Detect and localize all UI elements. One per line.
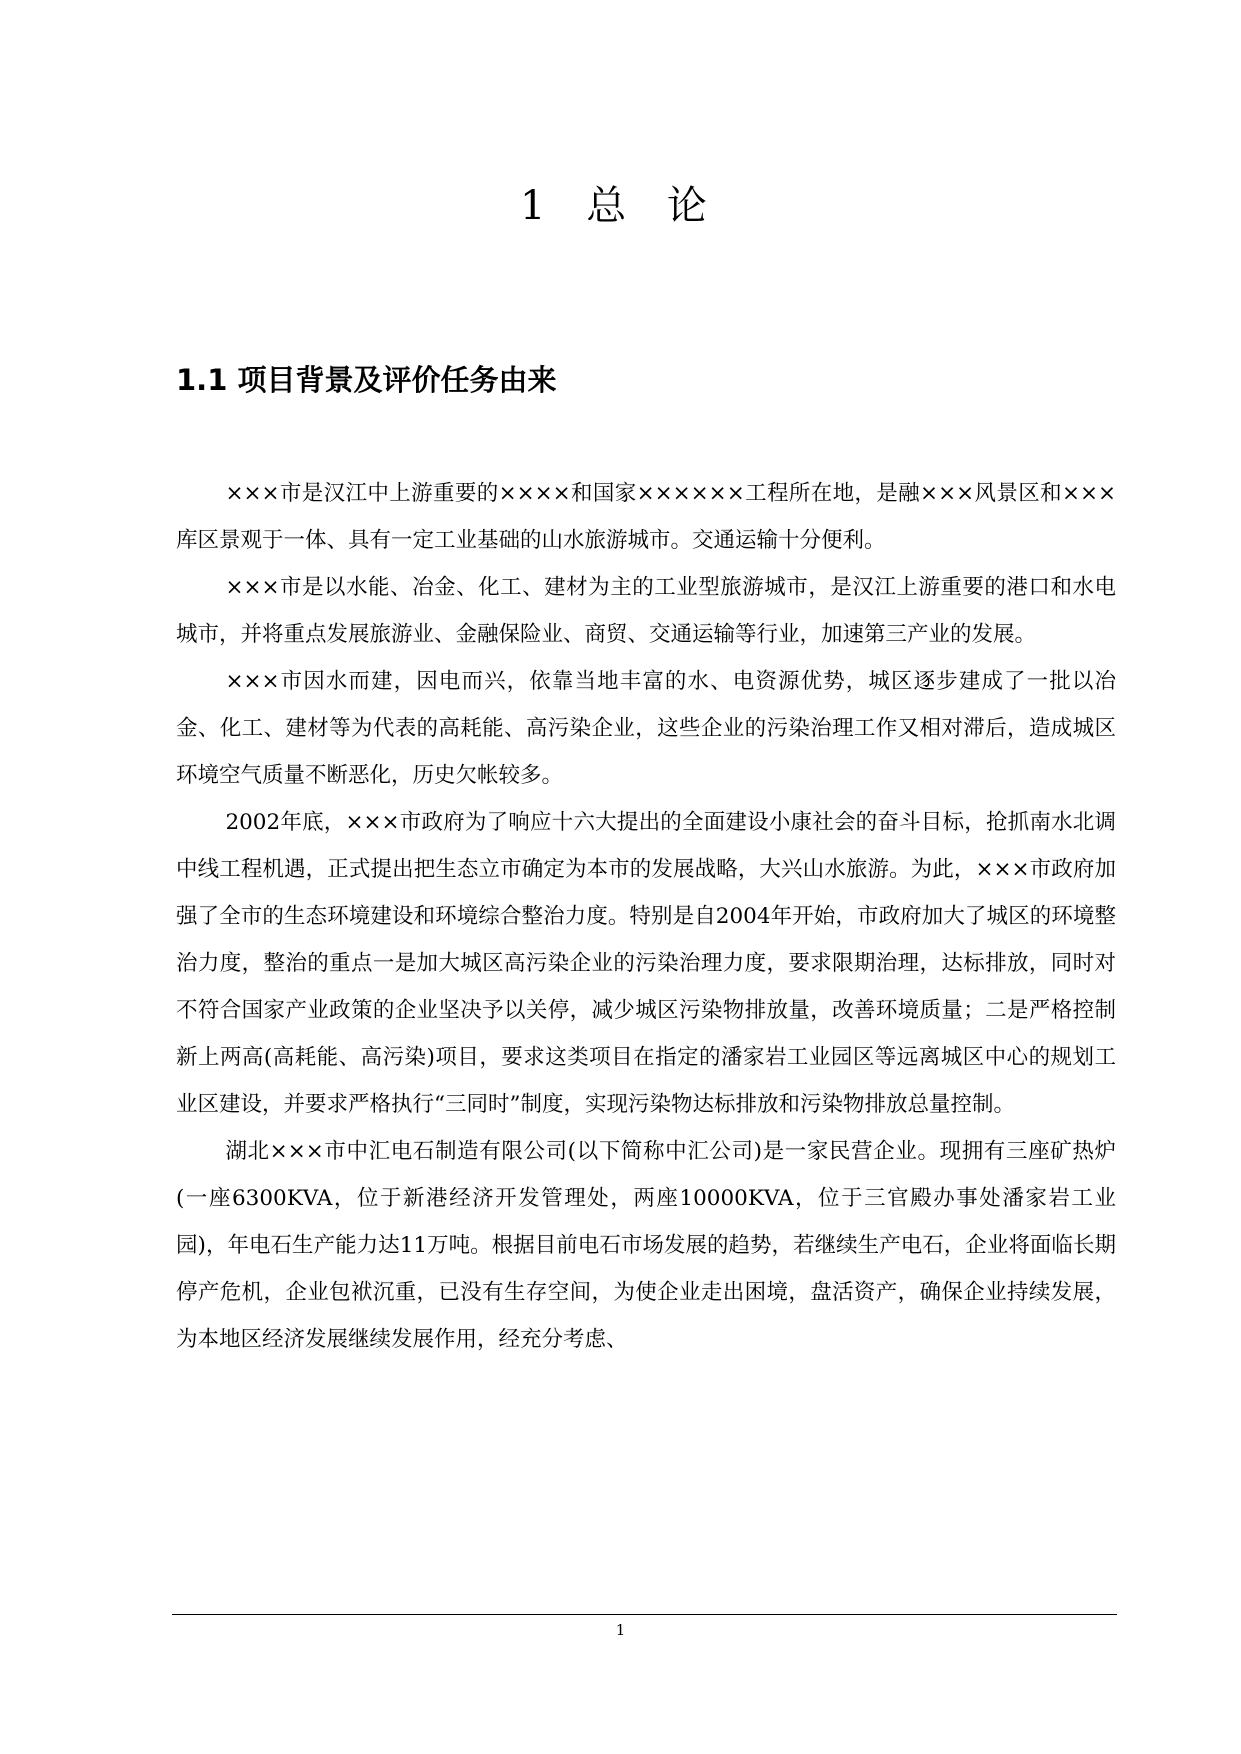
page-number: 1 [615, 1621, 626, 1639]
chapter-title: 1 总 论 [520, 183, 721, 229]
paragraph: ×××市是以水能、冶金、化工、建材为主的工业型旅游城市，是汉江上游重要的港口和水电城市，并将重点发展旅游业、金融保险业、商贸、交通运输等行业，加速第三产业的发展。 [176, 575, 1116, 647]
footer-divider [172, 1614, 1117, 1615]
paragraph: 湖北×××市中汇电石制造有限公司(以下简称中汇公司)是一家民营企业。现拥有三座矿热炉(一座6300KVA，位于新港经济开发管理处，两座10000KVA，位于三官殿办事处潘家岩工业园)，年电石生产能力达11万吨。根据目前电石市场发展的趋势，若继续生产电石，企业将面临长期停产危机，企业包袱沉重，已没有生存空间，为使企业走出困境，盘活资产，确保企业持续发展，为本地区经济发展继续发展作用，经充分考虑、 [176, 1139, 1116, 1352]
body-text [176, 470, 1116, 1363]
paragraph: ×××市是汉江中上游重要的××××和国家××××××工程所在地，是融×××风景区和×××库区景观于一体、具有一定工业基础的山水旅游城市。交通运输十分便利。 [176, 481, 1116, 553]
paragraph: ×××市因水而建，因电而兴，依靠当地丰富的水、电资源优势，城区逐步建成了一批以冶金、化工、建材等为代表的高耗能、高污染企业，这些企业的污染治理工作又相对滞后，造成城区环境空气质量不断恶化，历史欠帐较多。 [176, 669, 1116, 788]
paragraph: 2002年底，×××市政府为了响应十六大提出的全面建设小康社会的奋斗目标，抢抓南水北调中线工程机遇，正式提出把生态立市确定为本市的发展战略，大兴山水旅游。为此，×××市政府加强了全市的生态环境建设和环境综合整治力度。特别是自2004年开始，市政府加大了城区的环境整治力度，整治的重点一是加大城区高污染企业的污染治理力度，要求限期治理，达标排放，同时对不符合国家产业政策的企业坚决予以关停，减少城区污染物排放量，改善环境质量；二是严格控制新上两高(高耗能、高污染)项目，要求这类项目在指定的潘家岩工业园区等远离城区中心的规划工业区建设，并要求严格执行“三同时”制度，实现污染物达标排放和污染物排放总量控制。 [176, 810, 1116, 1117]
section-title: 1.1 项目背景及评价任务由来 [176, 363, 557, 397]
